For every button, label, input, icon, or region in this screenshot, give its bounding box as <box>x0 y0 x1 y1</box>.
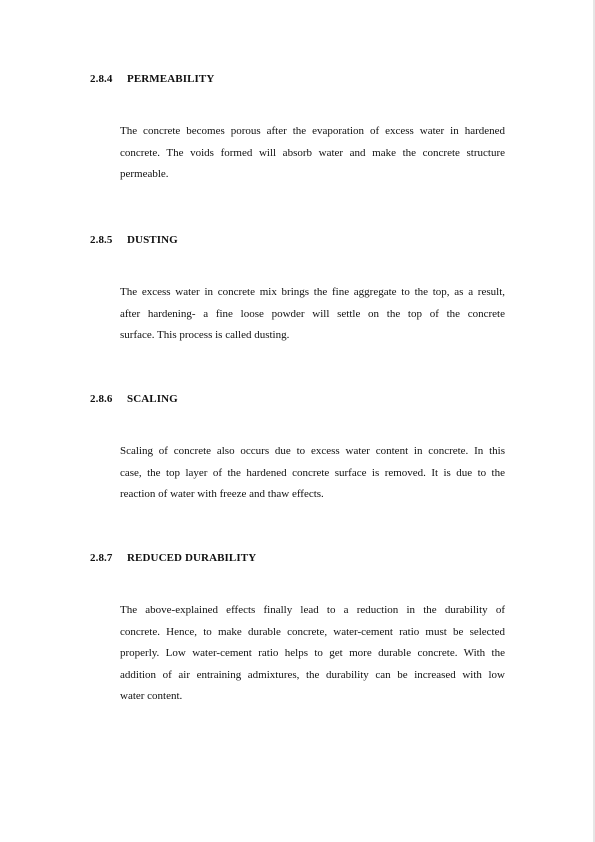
paragraph-line: The excess water in concrete mix brings the fine aggregate to the top, as a result, <box>120 286 505 298</box>
paragraph-line: concrete. The voids formed will absorb water and make the concrete structure <box>120 146 505 159</box>
paragraph-line: The above-explained effects finally lead to a reduction in the durability of <box>120 604 505 616</box>
paragraph-line: The concrete becomes porous after the evaporation of excess water in hardened <box>120 125 505 137</box>
section-heading-reduced-durability <box>90 552 256 564</box>
paragraph-line: concrete. Hence, to make durable concrete, water-cement ratio must be selected <box>120 625 505 638</box>
section-title: SCALING <box>127 393 178 405</box>
paragraph-line: surface. This process is called dusting. <box>120 329 290 341</box>
section-number: 2.8.4 <box>90 73 113 85</box>
paragraph-scaling <box>120 441 505 506</box>
section-title: PERMEABILITY <box>127 73 215 85</box>
paragraph-reduced-durability <box>120 600 505 708</box>
paragraph-permeability <box>120 121 505 186</box>
paragraph-line: water content. <box>120 690 183 702</box>
section-heading-scaling <box>90 393 178 405</box>
paragraph-line: addition of air entraining admixtures, the durability can be increased with low <box>120 668 505 681</box>
paragraph-line: properly. Low water-cement ratio helps to get more durable concrete. With the <box>120 647 505 659</box>
section-number: 2.8.7 <box>90 552 113 564</box>
section-title: DUSTING <box>127 234 178 246</box>
paragraph-line: after hardening- a fine loose powder will settle on the top of the concrete <box>120 307 505 320</box>
section-heading-dusting <box>90 234 178 246</box>
section-number: 2.8.6 <box>90 393 113 405</box>
paragraph-line: Scaling of concrete also occurs due to excess water content in concrete. In this <box>120 445 505 457</box>
paragraph-line: reaction of water with freeze and thaw effects. <box>120 488 324 500</box>
paragraph-dusting <box>120 282 505 347</box>
section-heading-permeability <box>90 73 214 85</box>
paragraph-line: permeable. <box>120 168 169 180</box>
paragraph-line: case, the top layer of the hardened concrete surface is removed. It is due to the <box>120 466 505 479</box>
section-title: REDUCED DURABILITY <box>127 552 257 564</box>
section-number: 2.8.5 <box>90 234 113 246</box>
